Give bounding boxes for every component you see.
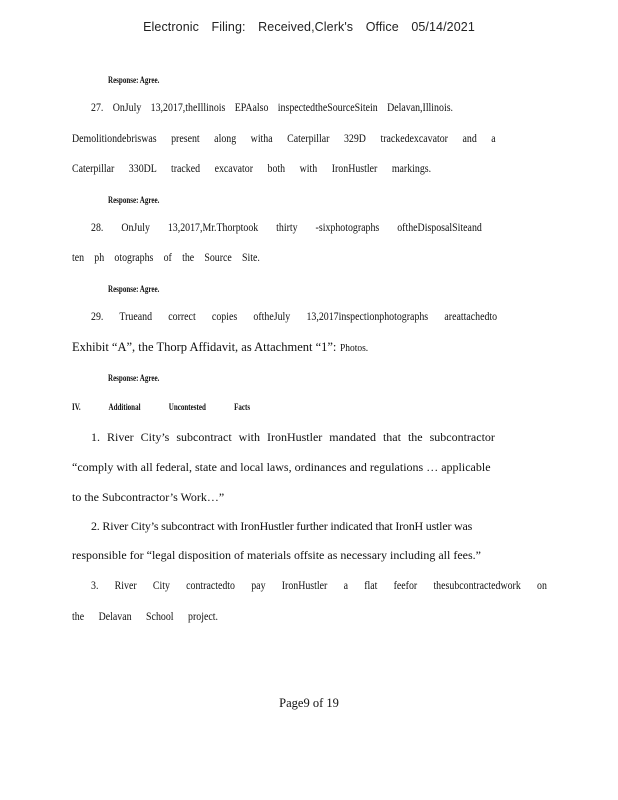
fact-2-line-2: responsible for “legal disposition of materials offsite as necessary including all fees.” [72,548,481,562]
response-agree: Response: Agree. [108,75,160,85]
response-agree: Response: Agree. [108,195,160,205]
exhibit-reference: Exhibit “A”, the Thorp Affidavit, as Attachment “1”: [72,340,337,354]
fact-1-line-1: 1. River City’s subcontract with IronHustler mandated that the subcontractor [91,430,495,444]
paragraph-29-line-2 [72,340,372,355]
fact-1-line-2: “comply with all federal, state and local laws, ordinances and regulations … applicable [72,460,491,474]
paragraph-29-line-1: 29. Trueand correct copies oftheJuly 13,2017inspectionphotographs areattachedto [91,311,498,323]
fact-1-line-3: to the Subcontractor’s Work…” [72,490,225,504]
paragraph-27-line-3: Caterpillar 330DL tracked excavator both with IronHustler markings. [72,163,432,175]
photos-label: Photos. [339,342,368,354]
paragraph-28-line-1: 28. OnJuly 13,2017,Mr.Thorptook thirty -sixphotographs oftheDisposalSiteand [91,222,482,234]
electronic-filing-header: Electronic Filing: Received,Clerk's Office 05/14/2021 [143,20,475,34]
page-number: Page9 of 19 [279,696,339,710]
paragraph-27-line-1: 27. OnJuly 13,2017,theIllinois EPAalso inspectedtheSourceSitein Delavan,Illinois. [91,102,454,114]
section-heading: IV. Additional Uncontested Facts [72,402,251,412]
response-agree: Response: Agree. [108,284,160,294]
fact-3-line-2: the Delavan School project. [72,611,218,623]
response-agree: Response: Agree. [108,373,160,383]
fact-3-line-1: 3. River City contractedto pay IronHustler a flat feefor thesubcontractedwork on [91,580,547,592]
fact-2-line-1: 2. River City’s subcontract with IronHustler further indicated that IronH ustler was [91,519,473,533]
paragraph-28-line-2: ten ph otographs of the Source Site. [72,252,260,264]
paragraph-27-line-2: Demolitiondebriswas present along witha Caterpillar 329D trackedexcavator and a [72,133,496,145]
